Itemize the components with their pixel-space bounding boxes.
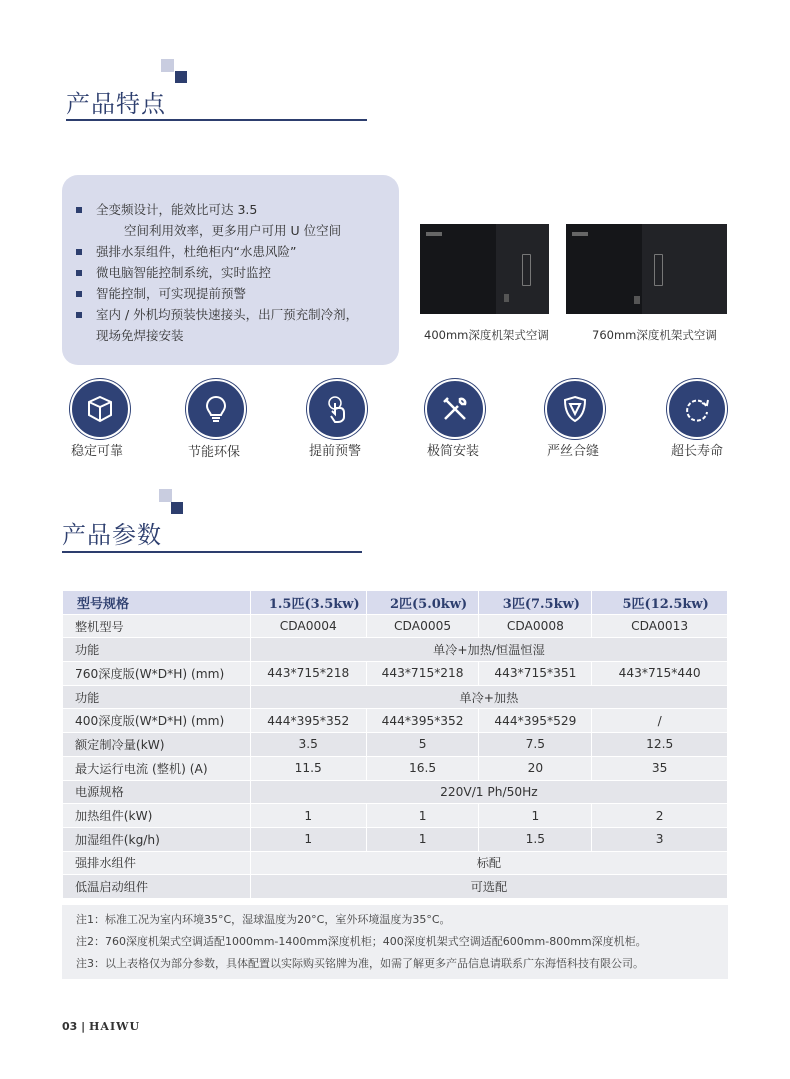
- badge-label: 稳定可靠: [70, 444, 123, 459]
- column-header: 5匹(12.5kw): [592, 591, 728, 615]
- product-image-400mm: [420, 224, 549, 314]
- table-cell: 35: [592, 756, 728, 780]
- table-cell: 3.5: [250, 733, 366, 757]
- table-row: [63, 756, 728, 780]
- table-cell: 3: [592, 827, 728, 851]
- params-table: [62, 590, 728, 899]
- table-cell: 1: [479, 804, 592, 828]
- refresh-icon: [682, 394, 712, 424]
- table-cell-merged: 220V/1 Ph/50Hz: [250, 780, 727, 804]
- table-cell: 1: [250, 804, 366, 828]
- features-panel: [62, 175, 399, 365]
- feature-item: 微电脑智能控制系统，实时监控: [76, 262, 387, 283]
- table-row: [63, 638, 728, 662]
- title-deco-square: [175, 71, 187, 83]
- table-cell: 5: [366, 733, 479, 757]
- row-label: 最大运行电流 (整机) (A): [63, 756, 251, 780]
- row-label: 760深度版(W*D*H) (mm): [63, 662, 251, 686]
- note-line: 注3：以上表格仅为部分参数，具体配置以实际购买铭牌为准，如需了解更多产品信息请联系广东海悟科技有限公司。: [76, 957, 644, 970]
- notes-panel: [62, 905, 728, 979]
- row-label: 整机型号: [63, 614, 251, 638]
- table-cell: CDA0008: [479, 614, 592, 638]
- row-label: 额定制冷量(kW): [63, 733, 251, 757]
- row-label: 400深度版(W*D*H) (mm): [63, 709, 251, 733]
- table-cell: CDA0004: [250, 614, 366, 638]
- table-cell: 2: [592, 804, 728, 828]
- badge-label: 极简安装: [426, 444, 479, 459]
- feature-item: 强排水泵组件，杜绝柜内“水患风险”: [76, 241, 387, 262]
- row-label: 功能: [63, 685, 251, 709]
- table-cell-merged: 可选配: [250, 875, 727, 899]
- title-deco-square-light: [161, 59, 174, 72]
- table-row: [63, 851, 728, 875]
- table-row: [63, 685, 728, 709]
- features-list: [62, 175, 399, 346]
- brand-name: HAIWU: [89, 1020, 141, 1033]
- title-deco-square-light: [159, 489, 172, 502]
- table-cell: /: [592, 709, 728, 733]
- feature-item: 室内 / 外机均预装快速接头，出厂预充制冷剂，: [76, 304, 387, 325]
- badge-label: 严丝合缝: [546, 444, 599, 459]
- table-row: [63, 709, 728, 733]
- unit-port: [504, 294, 509, 302]
- badge-label: 提前预警: [308, 444, 361, 459]
- table-cell: CDA0013: [592, 614, 728, 638]
- table-row: [63, 733, 728, 757]
- column-header: 3匹(7.5kw): [479, 591, 592, 615]
- table-cell: 444*395*352: [250, 709, 366, 733]
- badge-label: 节能环保: [187, 445, 240, 460]
- section-title-params: 产品参数: [62, 521, 162, 549]
- table-row: [63, 780, 728, 804]
- table-cell: 1: [366, 827, 479, 851]
- table-cell: 16.5: [366, 756, 479, 780]
- badge-warning: [307, 379, 367, 439]
- row-label: 加湿组件(kg/h): [63, 827, 251, 851]
- section-underline: [62, 551, 362, 553]
- table-cell-merged: 标配: [250, 851, 727, 875]
- table-cell: 443*715*218: [366, 662, 479, 686]
- page-footer: [62, 1020, 140, 1033]
- title-deco-square: [171, 502, 183, 514]
- badge-install: [425, 379, 485, 439]
- feature-item: 现场免焊接安装: [96, 328, 184, 343]
- column-header: 型号规格: [63, 591, 251, 615]
- touch-hand-icon: [322, 394, 352, 424]
- box-icon: [85, 394, 115, 424]
- row-label: 加热组件(kW): [63, 804, 251, 828]
- table-row: [63, 827, 728, 851]
- row-label: 低温启动组件: [63, 875, 251, 899]
- table-cell-merged: 单冷+加热: [250, 685, 727, 709]
- note-line: 注2：760深度机架式空调适配1000mm-1400mm深度机柜；400深度机架式空调适配600mm-800mm深度机柜。: [76, 935, 647, 948]
- table-cell: CDA0005: [366, 614, 479, 638]
- feature-item: 智能控制，可实现提前预警: [76, 283, 387, 304]
- unit-handle: [522, 254, 531, 286]
- unit-port: [634, 296, 640, 304]
- badge-stable: [70, 379, 130, 439]
- unit-handle: [654, 254, 663, 286]
- product-image-760mm: [566, 224, 727, 314]
- unit-logo: [572, 232, 588, 236]
- row-label: 强排水组件: [63, 851, 251, 875]
- shield-icon: [560, 394, 590, 424]
- note-line: 注1：标准工况为室内环境35°C，湿球温度为20°C，室外环境温度为35°C。: [76, 913, 451, 926]
- section-title-features: 产品特点: [66, 90, 166, 118]
- badge-energy: [186, 379, 246, 439]
- tools-icon: [440, 394, 470, 424]
- unit-logo: [426, 232, 442, 236]
- column-header: 1.5匹(3.5kw): [250, 591, 366, 615]
- table-row: [63, 804, 728, 828]
- unit-front-panel: [566, 224, 642, 314]
- table-cell: 444*395*529: [479, 709, 592, 733]
- table-cell: 12.5: [592, 733, 728, 757]
- table-header-row: [63, 591, 728, 615]
- table-cell: 7.5: [479, 733, 592, 757]
- table-cell: 443*715*218: [250, 662, 366, 686]
- table-cell-merged: 单冷+加热/恒温恒湿: [250, 638, 727, 662]
- product-caption-760mm: 760mm深度机架式空调: [592, 328, 717, 342]
- feature-item: 空间利用效率，更多用户可用 U 位空间: [124, 223, 342, 238]
- feature-item: 全变频设计，能效比可达 3.5: [76, 199, 387, 220]
- section-underline: [66, 119, 367, 121]
- table-cell: 443*715*440: [592, 662, 728, 686]
- badge-lifetime: [667, 379, 727, 439]
- table-cell: 1.5: [479, 827, 592, 851]
- table-row: [63, 662, 728, 686]
- table-cell: 444*395*352: [366, 709, 479, 733]
- row-label: 电源规格: [63, 780, 251, 804]
- footer-separator: |: [81, 1020, 86, 1033]
- unit-front-panel: [420, 224, 496, 314]
- lightbulb-icon: [201, 394, 231, 424]
- table-cell: 1: [250, 827, 366, 851]
- table-cell: 11.5: [250, 756, 366, 780]
- table-cell: 20: [479, 756, 592, 780]
- table-cell: 1: [366, 804, 479, 828]
- row-label: 功能: [63, 638, 251, 662]
- badge-label: 超长寿命: [670, 444, 723, 459]
- column-header: 2匹(5.0kw): [366, 591, 479, 615]
- table-cell: 443*715*351: [479, 662, 592, 686]
- table-row: [63, 875, 728, 899]
- badge-seal: [545, 379, 605, 439]
- table-row: [63, 614, 728, 638]
- page-number: 03: [62, 1020, 78, 1033]
- product-caption-400mm: 400mm深度机架式空调: [424, 328, 549, 342]
